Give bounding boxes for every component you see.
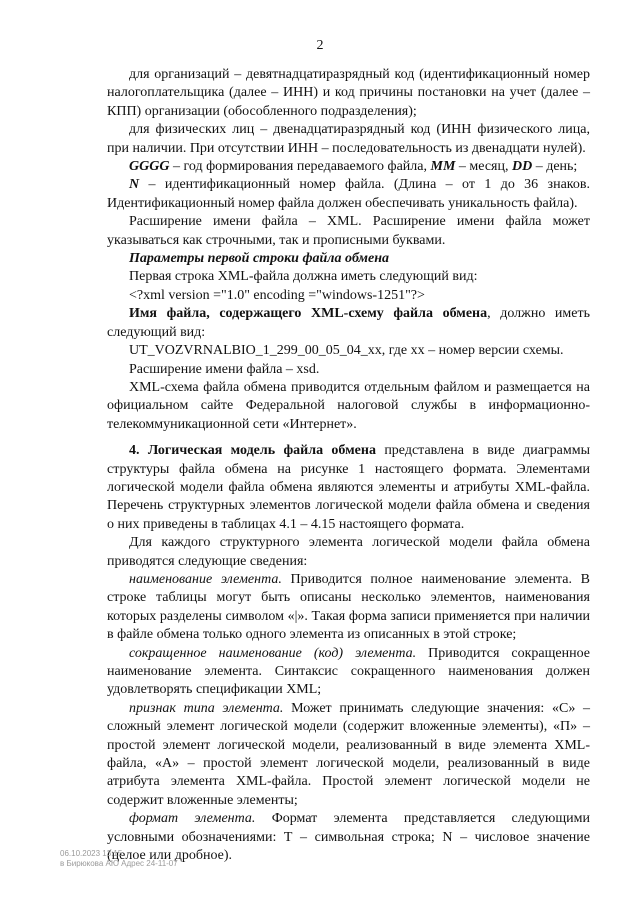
term-schema-file-name: Имя файла, содержащего XML-схему файла обмена [129, 306, 488, 322]
stamp-signer: в Бирюкова АЮ Адрес 24-11-07 [60, 859, 178, 868]
term-logical-model: 4. Логическая модель файла обмена [129, 443, 376, 459]
term-element-name: наименование элемента. [129, 571, 282, 587]
term-gggg: GGGG [129, 159, 170, 175]
term-element-type: признак типа элемента. [129, 700, 284, 716]
paragraph-individuals: для физических лиц – двенадцатиразрядный код (ИНН физического лица, при наличии. При отсутствии ИНН – последовательность из двенадцати нулей). [107, 122, 590, 156]
term-dd: DD [511, 159, 533, 175]
xml-declaration: <?xml version ="1.0" encoding ="windows-1251"?> [129, 287, 425, 303]
paragraph-element-type [107, 700, 590, 810]
paragraph-schema-publication: XML-схема файла обмена приводится отдельным файлом и размещается на официальном сайте Федеральной налоговой службы в информационно-телекоммуникационной сети «Интернет». [107, 379, 590, 432]
paragraph-schema-name [107, 305, 590, 342]
electronic-signature-stamp [60, 849, 178, 869]
paragraph-logical-model [107, 442, 590, 534]
heading-first-line-params: Параметры первой строки файла обмена [129, 251, 389, 267]
text-n-desc: – идентификационный номер файла. (Длина – от 1 до 36 знаков. Идентификационный номер файла должен обеспечивать уникальность файла). [107, 177, 590, 211]
text-element-type-desc: Может принимать следующие значения: «С» – сложный элемент логической модели (содержит вложенные элементы), «П» – простой элемент логической модели, реализованный в виде элемента XML-файла, «А» – простой элемент логической модели, реализованный в виде атрибута элемента XML-файла. Простой элемент логической модели не содержит вложенные элементы; [107, 700, 590, 808]
term-element-format: формат элемента. [129, 811, 256, 827]
paragraph-first-line: Первая строка XML-файла должна иметь следующий вид: [129, 269, 478, 285]
text-element-name-desc: Приводится полное наименование элемента. В строке таблицы могут быть описаны несколько элементов, наименования которых разделены символом «|». Такая форма записи применяется при наличии в файле обмена только одного элемента из описанных в этой строке; [107, 571, 591, 643]
paragraph-element-code [107, 645, 590, 700]
text-dd-desc: – день; [532, 159, 578, 175]
text-gggg-desc: – год формирования передаваемого файла, [169, 159, 431, 175]
paragraph-file-id [107, 176, 590, 213]
paragraph-extension-xsd: Расширение имени файла – xsd. [129, 361, 320, 377]
text-logical-model-desc: представлена в виде диаграммы структуры файла обмена на рисунке 1 настоящего формата. Элементами логической модели файла обмена являются элементы и атрибуты XML-файла. Перечень структурных элементов логической модели файла обмена и сведения о них приведены в таблицах 4.1 – 4.15 настоящего формата. [107, 443, 591, 532]
term-element-code: сокращенное наименование (код) элемента. [129, 645, 417, 661]
term-mm: MM [430, 159, 456, 175]
paragraph-schema-filename: UT_VOZVRNALBIO_1_299_00_05_04_xx, где хх – номер версии схемы. [129, 343, 564, 359]
document-body [107, 66, 590, 865]
paragraph-element-info: Для каждого структурного элемента логической модели файла обмена приводятся следующие сведения: [107, 535, 590, 569]
term-n: N [129, 177, 140, 193]
paragraph-organizations: для организаций – девятнадцатиразрядный код (идентификационный номер налогоплательщика (далее – ИНН) и код причины постановки на учет (далее – КПП) организации (обособленного подразделения); [107, 67, 590, 119]
text-element-format-desc: Формат элемента представляется следующими условными обозначениями: Т – символьная строка; N – числовое значение (целое или дробное). [107, 811, 590, 864]
paragraph-date-parts [107, 158, 590, 176]
paragraph-extension-xml: Расширение имени файла – XML. Расширение имени файла может указываться как строчными, так и прописными буквами. [107, 214, 590, 248]
paragraph-element-format [107, 810, 590, 865]
page-number: 2 [316, 38, 324, 53]
text-mm-desc: – месяц, [455, 159, 512, 175]
stamp-date: 06.10.2023 13:15 [60, 849, 123, 858]
paragraph-element-name [107, 571, 590, 645]
text-schema-name-tail: , должно иметь следующий вид: [107, 306, 590, 340]
text-element-code-desc: Приводится сокращенное наименование элемента. Синтаксис сокращенного наименования должен удовлетворять спецификации XML; [107, 645, 590, 698]
